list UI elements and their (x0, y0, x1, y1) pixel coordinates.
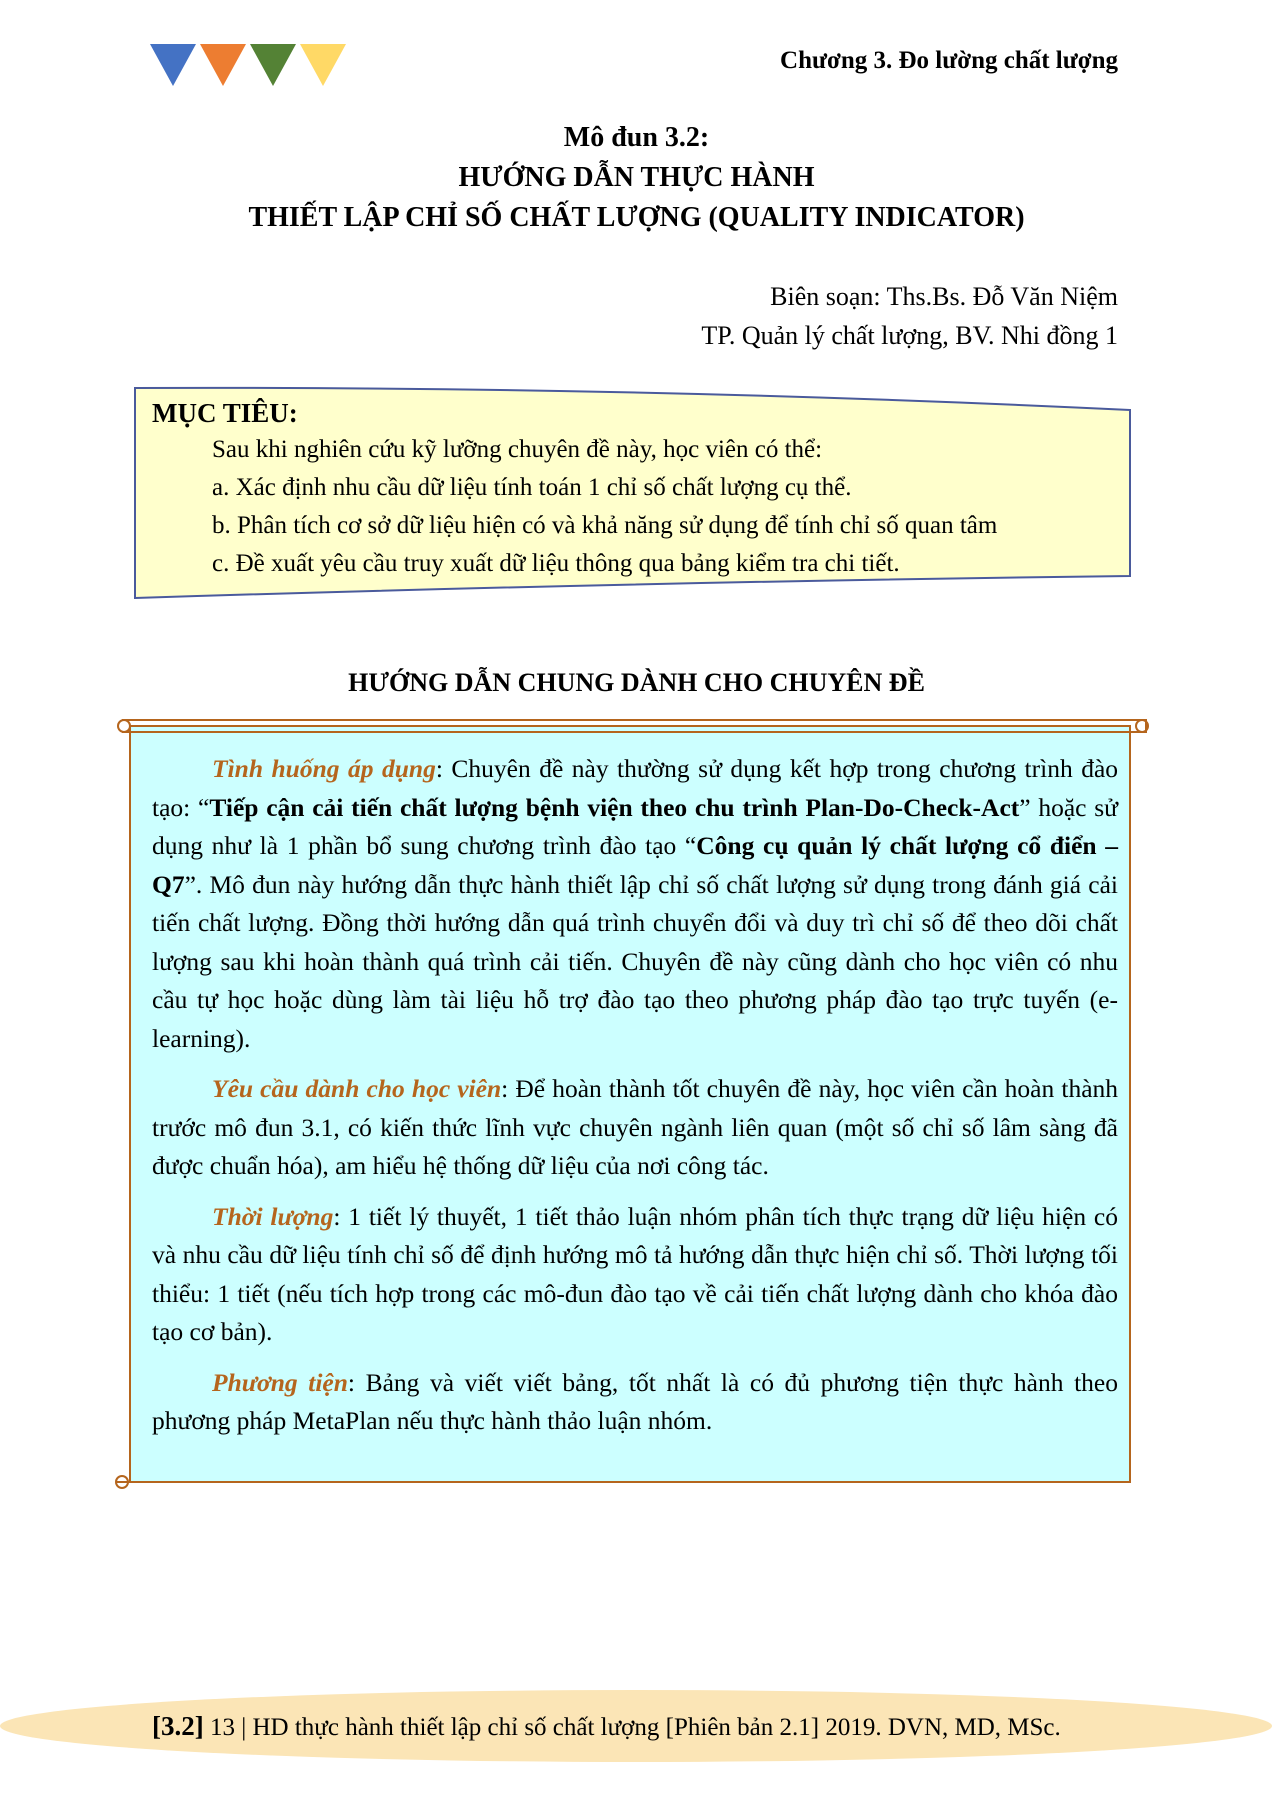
module-number: Mô đun 3.2: (563, 122, 710, 153)
lead-application: Tình huống áp dụng (212, 754, 436, 783)
chapter-header: Chương 3. Đo lường chất lượng (780, 47, 1118, 74)
decorative-triangles (150, 44, 370, 88)
guide-paragraph-equipment: Phương tiện: Bảng và viết viết bảng, tốt nhất là có đủ phương tiện thực hành theo phương pháp MetaPlan nếu thực hành thảo luận nhóm. (152, 1367, 1118, 1435)
guide-paragraph-application: Tình huống áp dụng: Chuyên đề này thường sử dụng kết hợp trong chương trình đào tạo: “Tiếp cận cải tiến chất lượng bệnh viện theo chu trình Plan-Do-Check-Act” hoặc sử dụng như là 1 phần bổ sung chương trình đào tạo “Công cụ quản lý chất lượng cổ điển – Q7”. Mô đun này hướng dẫn thực hành thiết lập chỉ số chất lượng sử dụng trong đánh giá cải tiến chất lượng. Đồng thời hướng dẫn quá trình chuyển đổi và duy trì chỉ số để theo dõi chất lượng sau khi hoàn thành quá trình cải tiến. Chuyên đề này cũng dành cho học viên có nhu cầu tự học hoặc dùng làm tài liệu hỗ trợ đào tạo theo phương pháp đào tạo trực tuyến (e-learning). (152, 754, 1119, 1053)
guide-paragraph-requirements: Yêu cầu dành cho học viên: Để hoàn thành tốt chuyên đề này, học viên cần hoàn thành trước mô đun 3.1, có kiến thức lĩnh vực chuyên ngành liên quan (một số chỉ số lâm sàng đã được chuẩn hóa), am hiểu hệ thống dữ liệu của nơi công tác. (152, 1074, 1119, 1180)
author-affiliation: TP. Quản lý chất lượng, BV. Nhi đồng 1 (701, 321, 1118, 350)
lead-duration: Thời lượng (212, 1201, 334, 1231)
green-triangle-icon (250, 44, 296, 86)
objectives-heading: MỤC TIÊU: (152, 398, 298, 428)
page-footer (152, 1711, 1061, 1742)
footer-section-label: [3.2] (152, 1711, 204, 1741)
guide-content (152, 750, 1118, 1453)
objective-item: c. Đề xuất yêu cầu truy xuất dữ liệu thông qua bảng kiểm tra chi tiết. (212, 550, 900, 577)
objective-item: b. Phân tích cơ sở dữ liệu hiện có và khả năng sử dụng để tính chỉ số quan tâm (212, 512, 998, 539)
page-number: 13 (209, 1714, 235, 1741)
guide-paragraph-duration: Thời lượng: 1 tiết lý thuyết, 1 tiết thảo luận nhóm phân tích thực trạng dữ liệu hiện có và nhu cầu dữ liệu tính chỉ số để định hướng mô tả hướng dẫn thực hiện chỉ số. Thời lượng tối thiểu: 1 tiết (nếu tích hợp trong các mô-đun đào tạo về cải tiến chất lượng dành cho khóa đào tạo cơ bản). (152, 1201, 1118, 1346)
scroll-curl-icon (118, 720, 130, 732)
program-name-q7: Công cụ quản lý chất lượng cổ điển – Q7 (152, 831, 1118, 899)
objective-item: a. Xác định nhu cầu dữ liệu tính toán 1 chỉ số chất lượng cụ thể. (212, 474, 852, 501)
author-name: Biên soạn: Ths.Bs. Đỗ Văn Niệm (770, 282, 1118, 311)
section-heading: HƯỚNG DẪN CHUNG DÀNH CHO CHUYÊN ĐỀ (348, 668, 925, 697)
yellow-triangle-icon (300, 44, 346, 86)
module-title-line1: HƯỚNG DẪN THỰC HÀNH (458, 162, 815, 193)
blue-triangle-icon (150, 44, 196, 86)
footer-title: HD thực hành thiết lập chỉ số chất lượng [Phiên bản 2.1] 2019. DVN, MD, MSc. (252, 1714, 1061, 1741)
objectives-intro: Sau khi nghiên cứu kỹ lưỡng chuyên đề này, học viên có thể: (212, 436, 823, 463)
module-title-line2: THIẾT LẬP CHỈ SỐ CHẤT LƯỢNG (QUALITY INDICATOR) (248, 202, 1025, 233)
footer-separator: | (241, 1714, 247, 1741)
program-name-pdca: Tiếp cận cải tiến chất lượng bệnh viện theo chu trình Plan-Do-Check-Act (209, 792, 1020, 822)
orange-triangle-icon (200, 44, 246, 86)
lead-requirements: Yêu cầu dành cho học viên (212, 1074, 502, 1103)
lead-equipment: Phương tiện (212, 1367, 348, 1397)
